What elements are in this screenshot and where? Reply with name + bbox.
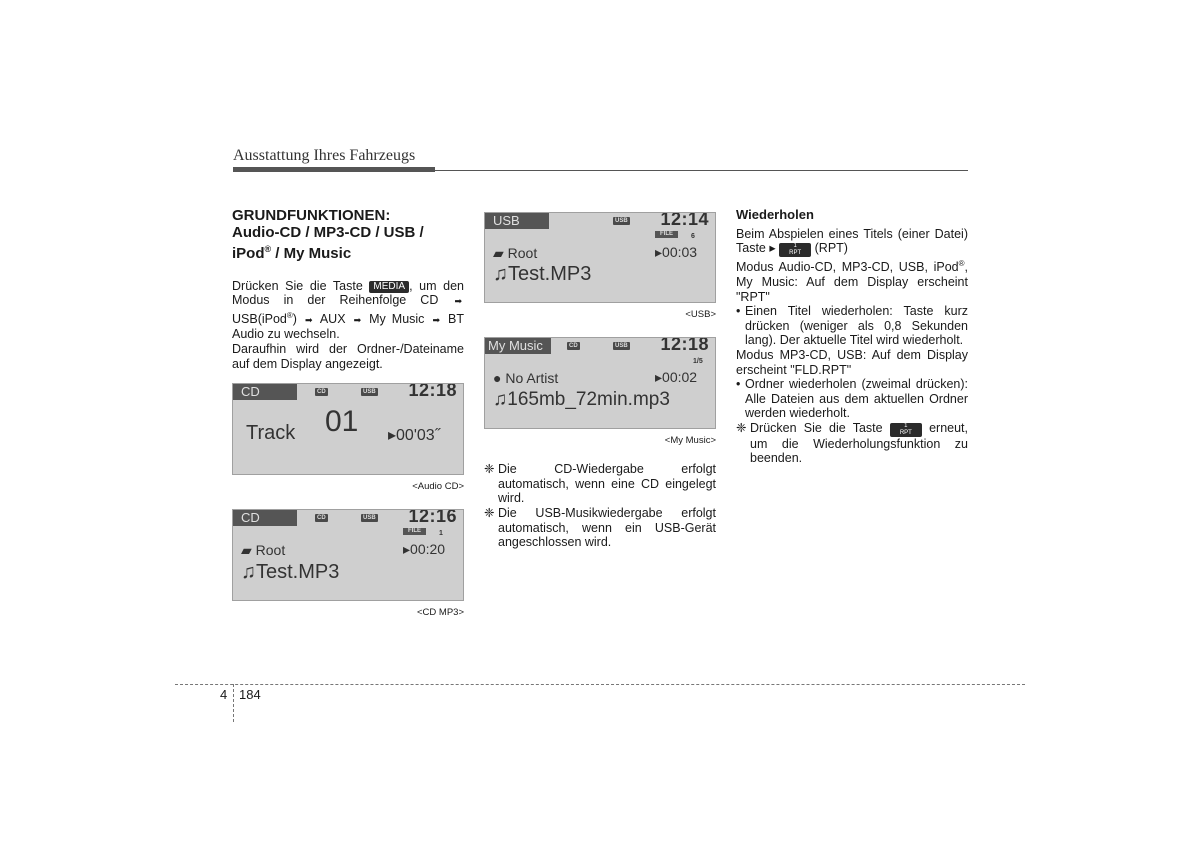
footer-divider	[233, 684, 234, 722]
folder-line: ▰ Root	[241, 541, 286, 558]
file-number: 6	[691, 233, 695, 240]
usb-badge: USB	[615, 342, 628, 349]
cd-badge: CD	[317, 514, 326, 521]
caption-usb: <USB>	[685, 309, 716, 320]
note-cd: ❈ Die CD-Wiedergabe erfolgt automatisch, wenn eine CD eingelegt wird.	[484, 462, 716, 506]
track-label: Track	[246, 422, 296, 445]
artist-line: ● No Artist	[493, 369, 559, 386]
display-my-music	[484, 337, 716, 429]
cd-badge: CD	[569, 342, 578, 349]
arrow-icon: ➡	[304, 314, 313, 325]
play-time: ▸00'03˝	[388, 427, 441, 445]
clock: 12:18	[660, 336, 709, 354]
note-repeat-off: ❈ Drücken Sie die Taste 1 RPT erneut, um die Wiederholungsfunktion zu beenden.	[736, 420, 968, 466]
play-arrow-icon: ▸	[769, 241, 776, 256]
clock: 12:18	[408, 383, 457, 401]
play-time: ▸00:02	[655, 368, 698, 385]
section-heading: GRUNDFUNKTIONEN: Audio-CD / MP3-CD / USB / iPod® / My Music	[232, 207, 424, 262]
cd-badge: CD	[317, 389, 326, 396]
column-3	[736, 208, 968, 466]
repeat-mode-cd: Modus Audio-CD, MP3-CD, USB, iPod®, My Music: Auf dem Display erscheint "RPT"	[736, 259, 968, 304]
display-audio-cd	[232, 383, 464, 475]
folder-icon: ▰	[493, 245, 508, 261]
rpt-key: 1 RPT	[890, 423, 922, 437]
display-usb	[484, 212, 716, 303]
clock: 12:16	[408, 508, 457, 526]
usb-badge: USB	[363, 514, 376, 521]
caption-my-music: <My Music>	[664, 434, 716, 446]
mode-tab: USB	[485, 213, 549, 229]
column-2	[484, 212, 716, 550]
file-tag: FILE	[655, 231, 678, 238]
rpt-key: 1 RPT	[779, 243, 811, 257]
header-rule-thick	[233, 167, 435, 172]
bullet-repeat-folder: • Ordner wiederholen (zweimal drücken): Alle Dateien aus dem aktuellen Ordner werden wiederholt.	[736, 377, 968, 421]
folder-line: ▰ Root	[493, 245, 538, 261]
display-paragraph: Daraufhin wird der Ordner-/Dateiname auf dem Display angezeigt.	[232, 342, 464, 371]
usb-badge: USB	[615, 218, 628, 224]
repeat-heading: Wiederholen	[736, 207, 814, 222]
arrow-icon: ➡	[353, 314, 362, 325]
header-rule-thin	[435, 170, 968, 171]
column-1	[232, 208, 464, 634]
track-count: 1/5	[693, 357, 703, 365]
music-note-icon: ♫	[493, 388, 508, 410]
mode-tab: CD	[233, 384, 297, 400]
media-key: MEDIA	[369, 281, 409, 293]
footer-rule	[175, 684, 1025, 685]
caption-audio-cd: <Audio CD>	[412, 481, 464, 493]
person-icon: ●	[493, 369, 506, 386]
filename-line: ♫165mb_72min.mp3	[493, 388, 670, 410]
bullet-repeat-title: • Einen Titel wiederholen: Taste kurz drücken (weniger als 0,8 Sekunden lang). Der aktuelle Titel wird wiederholt.	[736, 304, 968, 348]
play-time: ▸00:03	[655, 244, 698, 260]
note-usb: ❈ Die USB-Musikwiedergabe erfolgt automatisch, wenn ein USB-Gerät angeschlossen wird.	[484, 505, 716, 550]
file-number: 1	[439, 529, 443, 537]
intro-paragraph: Drücken Sie die Taste MEDIA , um den Modus in der Reihenfolge CD ➡ USB(iPod®) ➡ AUX ➡ My Music ➡ BT Audio zu wechseln.	[232, 278, 464, 342]
play-time: ▸00:20	[403, 540, 446, 557]
clock: 12:14	[660, 212, 709, 229]
track-number: 01	[325, 405, 359, 439]
page-number: 184	[239, 687, 261, 702]
caption-cd-mp3: <CD MP3>	[417, 606, 464, 618]
mode-tab: My Music	[485, 338, 551, 354]
running-header: Ausstattung Ihres Fahrzeugs	[233, 147, 416, 164]
music-note-icon: ♫	[493, 263, 508, 285]
arrow-icon: ➡	[454, 296, 462, 307]
folder-icon: ▰	[241, 541, 256, 558]
music-note-icon: ♫	[241, 560, 256, 583]
chapter-number: 4	[220, 687, 228, 702]
file-tag: FILE	[403, 528, 426, 535]
usb-badge: USB	[363, 389, 376, 396]
filename-line: ♫Test.MP3	[241, 560, 340, 583]
repeat-intro: Beim Abspielen eines Titels (einer Datei) Taste ▸ 1 RPT (RPT)	[736, 226, 968, 257]
arrow-icon: ➡	[432, 314, 440, 325]
mode-tab: CD	[233, 510, 297, 526]
repeat-mode-mp3: Modus MP3-CD, USB: Auf dem Display erscheint "FLD.RPT"	[736, 347, 968, 377]
filename-line: ♫Test.MP3	[493, 263, 592, 285]
display-cd-mp3	[232, 509, 464, 601]
